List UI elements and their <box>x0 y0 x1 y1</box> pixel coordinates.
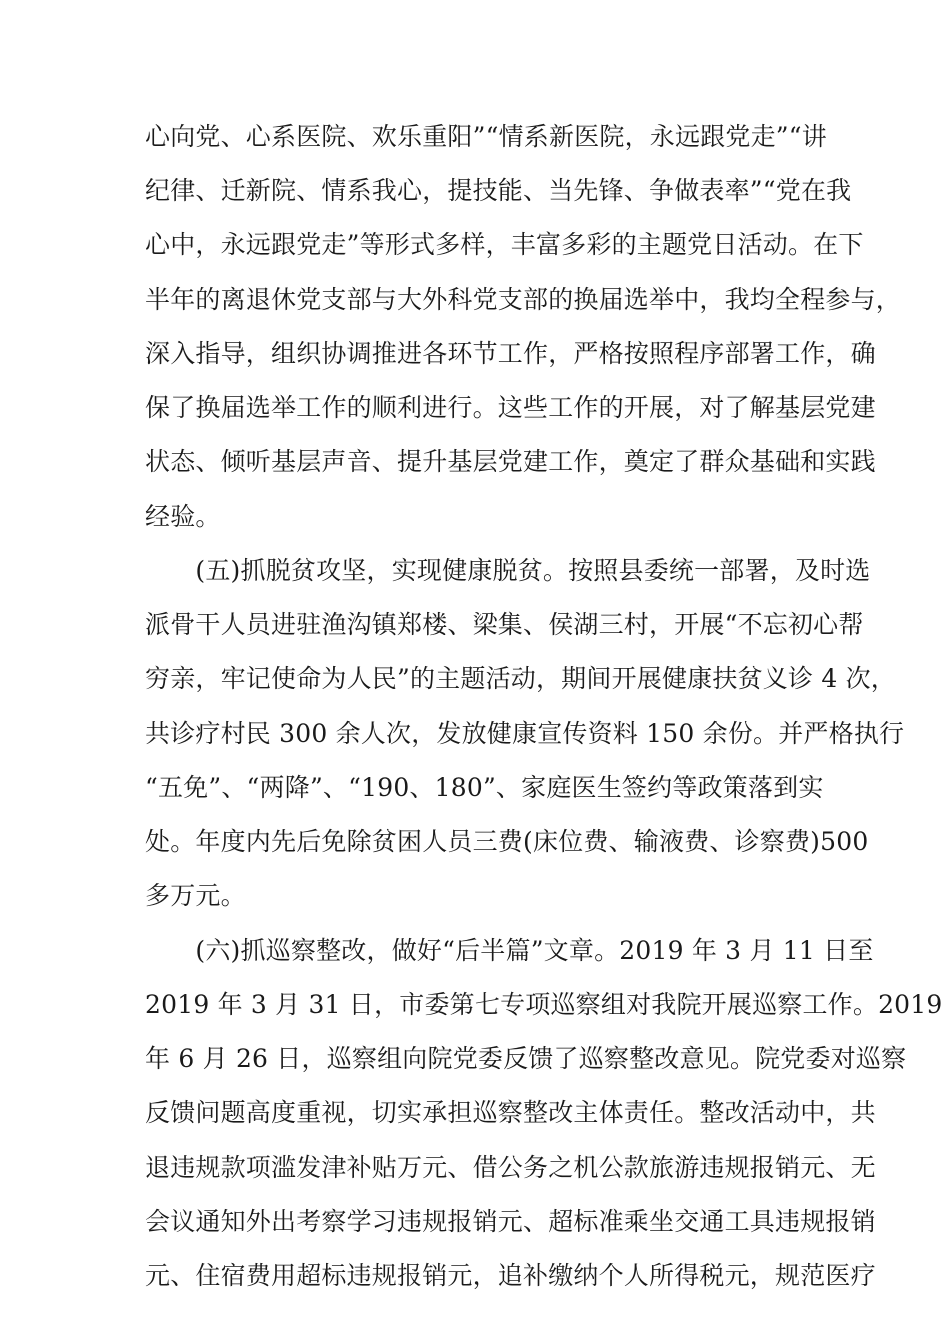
text-line: 多万元。 <box>145 881 246 910</box>
text-line: 半年的离退休党支部与大外科党支部的换届选举中，我均全程参与， <box>145 285 902 314</box>
text-line: (五)抓脱贫攻坚，实现健康脱贫。按照县委统一部署，及时选 <box>145 556 871 585</box>
text-line: 心中，永远跟党走”等形式多样，丰富多彩的主题党日活动。在下 <box>145 230 864 259</box>
text-line: 元、住宿费用超标违规报销元，追补缴纳个人所得税元，规范医疗 <box>145 1261 876 1290</box>
text-line: 2019 年 3 月 31 日，市委第七专项巡察组对我院开展巡察工作。2019 <box>145 990 943 1019</box>
text-line: 保了换届选举工作的顺利进行。这些工作的开展，对了解基层党建 <box>145 393 876 422</box>
text-line: 共诊疗村民 300 余人次，发放健康宣传资料 150 余份。并严格执行 <box>145 719 905 748</box>
text-line: 纪律、迁新院、情系我心，提技能、当先锋、争做表率”“党在我 <box>145 176 852 205</box>
text-line: 心向党、心系医院、欢乐重阳”“情系新医院，永远跟党走”“讲 <box>145 122 827 151</box>
text-line: 处。年度内先后免除贫困人员三费(床位费、输液费、诊察费)500 <box>145 827 869 856</box>
text-line: 退违规款项滥发津补贴万元、借公务之机公款旅游违规报销元、无 <box>145 1153 876 1182</box>
text-line: 派骨干人员进驻渔沟镇郑楼、梁集、侯湖三村，开展“不忘初心帮 <box>145 610 864 639</box>
text-line: 深入指导，组织协调推进各环节工作，严格按照程序部署工作，确 <box>145 339 876 368</box>
text-line: 穷亲，牢记使命为人民”的主题活动，期间开展健康扶贫义诊 4 次， <box>145 664 896 693</box>
text-line: “五免”、“两降”、“190、180”、家庭医生签约等政策落到实 <box>145 773 824 802</box>
text-line: 反馈问题高度重视，切实承担巡察整改主体责任。整改活动中，共 <box>145 1098 876 1127</box>
text-line: 经验。 <box>145 502 221 531</box>
text-line: 状态、倾听基层声音、提升基层党建工作，奠定了群众基础和实践 <box>145 447 876 476</box>
text-line: 会议通知外出考察学习违规报销元、超标准乘坐交通工具违规报销 <box>145 1207 876 1236</box>
text-line: (六)抓巡察整改，做好“后半篇”文章。2019 年 3 月 11 日至 <box>145 936 874 965</box>
text-line: 年 6 月 26 日，巡察组向院党委反馈了巡察整改意见。院党委对巡察 <box>145 1044 907 1073</box>
